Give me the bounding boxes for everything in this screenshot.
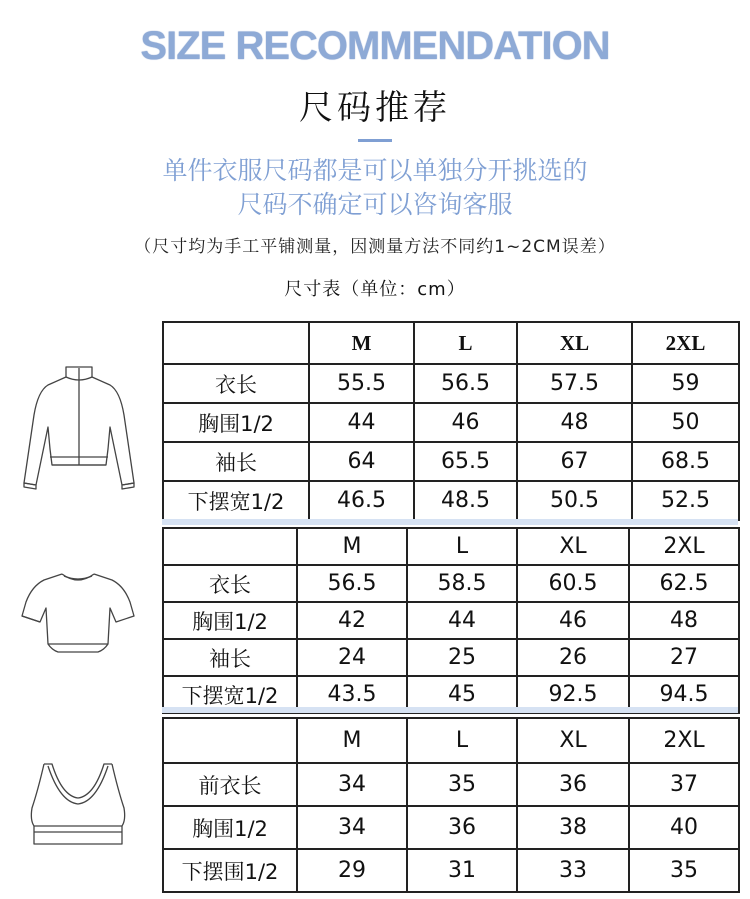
table-row (163, 442, 739, 481)
table-cell: 29 (297, 849, 407, 892)
table-corner-cell (163, 718, 297, 763)
table-cell: 31 (407, 849, 517, 892)
table-cell: 92.5 (517, 676, 629, 713)
table-cell: 55.5 (309, 364, 414, 403)
table-cell: 35 (407, 763, 517, 806)
size-header-l: L (414, 322, 517, 364)
size-header-m: M (297, 528, 407, 565)
table-cell: 94.5 (629, 676, 739, 713)
table-row (163, 403, 739, 442)
table-cell: 34 (297, 806, 407, 849)
row-label: 胸围1/2 (163, 403, 309, 442)
table-cell: 50 (632, 403, 739, 442)
subtitle-line-2: 尺码不确定可以咨询客服 (237, 190, 513, 219)
table-header-row (163, 322, 739, 364)
table-cell: 42 (297, 602, 407, 639)
size-header-2xl: 2XL (632, 322, 739, 364)
size-header-m: M (297, 718, 407, 763)
table-cell: 26 (517, 639, 629, 676)
table-cell: 56.5 (297, 565, 407, 602)
row-label: 胸围1/2 (163, 602, 297, 639)
table-cell: 45 (407, 676, 517, 713)
row-label: 前衣长 (163, 763, 297, 806)
long-sleeve-top-icon (14, 365, 144, 495)
size-header-xl: XL (517, 322, 632, 364)
table-separator (162, 519, 738, 525)
table-cell: 57.5 (517, 364, 632, 403)
table-cell: 44 (407, 602, 517, 639)
table-cell: 34 (297, 763, 407, 806)
table-separator (162, 707, 738, 713)
table-cell: 52.5 (632, 481, 739, 520)
table-cell: 37 (629, 763, 739, 806)
table-cell: 48 (517, 403, 632, 442)
size-header-xl: XL (517, 528, 629, 565)
table-cell: 33 (517, 849, 629, 892)
table-row (163, 602, 739, 639)
title-underline (358, 139, 392, 142)
row-label: 下摆宽1/2 (163, 481, 309, 520)
size-header-xl: XL (517, 718, 629, 763)
table-header-row (163, 528, 739, 565)
row-label: 衣长 (163, 364, 309, 403)
table-cell: 59 (632, 364, 739, 403)
table-row (163, 364, 739, 403)
sports-bra-icon (22, 760, 134, 860)
table-row (163, 481, 739, 520)
table-row (163, 849, 739, 892)
size-table-sports-bra (162, 717, 740, 893)
table-row (163, 565, 739, 602)
table-cell: 58.5 (407, 565, 517, 602)
title-english: SIZE RECOMMENDATION (140, 24, 610, 68)
table-cell: 56.5 (414, 364, 517, 403)
table-cell: 60.5 (517, 565, 629, 602)
size-header-l: L (407, 528, 517, 565)
subtitle-line-1: 单件衣服尺码都是可以单独分开挑选的 (162, 156, 588, 185)
table-cell: 38 (517, 806, 629, 849)
table-cell: 62.5 (629, 565, 739, 602)
table-cell: 46 (517, 602, 629, 639)
table-cell: 36 (517, 763, 629, 806)
size-table-short-sleeve (162, 527, 740, 714)
measurement-note: （尺寸均为手工平铺测量，因测量方法不同约1~2CM误差） (134, 237, 616, 257)
table-cell: 43.5 (297, 676, 407, 713)
table-cell: 36 (407, 806, 517, 849)
table-corner-cell (163, 322, 309, 364)
table-cell: 40 (629, 806, 739, 849)
size-header-2xl: 2XL (629, 528, 739, 565)
size-header-l: L (407, 718, 517, 763)
row-label: 衣长 (163, 565, 297, 602)
table-cell: 46 (414, 403, 517, 442)
table-cell: 35 (629, 849, 739, 892)
table-cell: 65.5 (414, 442, 517, 481)
table-header-row (163, 718, 739, 763)
table-corner-cell (163, 528, 297, 565)
size-header-2xl: 2XL (629, 718, 739, 763)
title-chinese: 尺码推荐 (299, 88, 451, 128)
table-cell: 68.5 (632, 442, 739, 481)
table-cell: 44 (309, 403, 414, 442)
table-row (163, 763, 739, 806)
short-sleeve-top-icon (18, 566, 138, 666)
table-cell: 48.5 (414, 481, 517, 520)
row-label: 胸围1/2 (163, 806, 297, 849)
table-cell: 50.5 (517, 481, 632, 520)
table-row (163, 806, 739, 849)
row-label: 袖长 (163, 442, 309, 481)
size-header-m: M (309, 322, 414, 364)
table-cell: 25 (407, 639, 517, 676)
table-cell: 27 (629, 639, 739, 676)
table-cell: 46.5 (309, 481, 414, 520)
row-label: 下摆围1/2 (163, 849, 297, 892)
size-chart-unit: 尺寸表（单位：cm） (284, 279, 466, 300)
row-label: 下摆宽1/2 (163, 676, 297, 713)
size-table-long-sleeve (162, 321, 740, 521)
table-cell: 64 (309, 442, 414, 481)
table-cell: 48 (629, 602, 739, 639)
table-cell: 24 (297, 639, 407, 676)
row-label: 袖长 (163, 639, 297, 676)
table-row (163, 639, 739, 676)
table-cell: 67 (517, 442, 632, 481)
